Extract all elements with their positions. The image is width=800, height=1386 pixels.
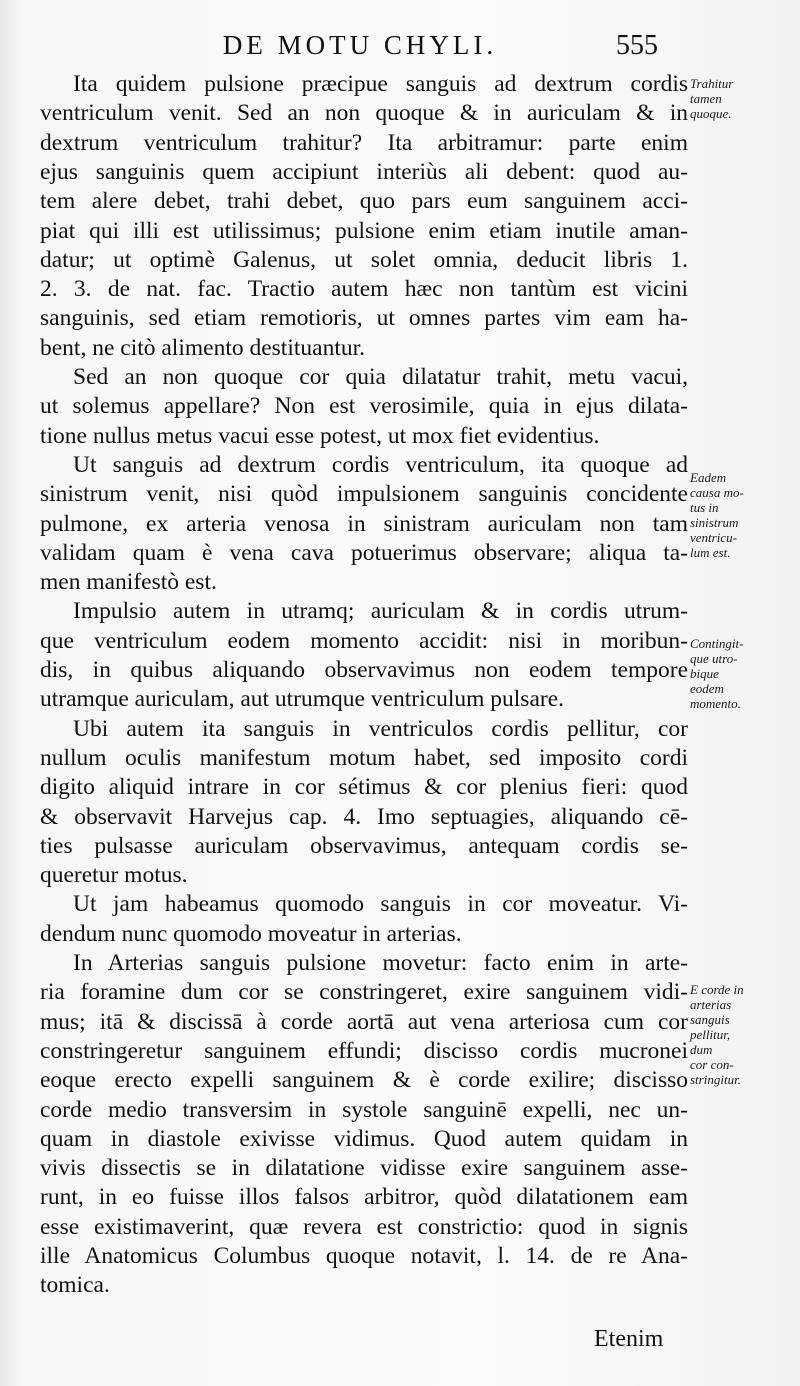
text-line: sanguinis, sed etiam remotioris, ut omnes partes vim eam ha- <box>40 305 688 332</box>
text-line: Sed an non quoque cor quia dilatatur trahit, metu vacui, <box>73 364 688 390</box>
text-line: que ventriculum eodem momento accidit: nisi in moribun- <box>40 627 688 654</box>
margin-note-line: stringitur. <box>690 1072 741 1087</box>
catchword: Etenim <box>594 1326 664 1352</box>
margin-note <box>690 470 798 560</box>
margin-note-line: que utro- <box>690 651 738 666</box>
text-line: ille Anatomicus Columbus quoque notavit, l. 14. de re Ana- <box>40 1243 688 1269</box>
text-line: & observavit Harvejus cap. 4. Imo septuagies, aliquando cē- <box>40 803 688 830</box>
text-line: utramque auriculam, aut utrumque ventriculum pulsare. <box>40 686 565 713</box>
text-line: Ita quidem pulsione præcipue sanguis ad dextrum cordis <box>73 71 688 97</box>
margin-note-line: tamen <box>690 91 722 106</box>
text-line: ejus sanguinis quem accipiunt interiùs ali debent: quod au- <box>40 158 688 185</box>
text-line: vivis dissectis se in dilatatione vidisse exire sanguinem asse- <box>40 1155 688 1182</box>
text-line: Ut jam habeamus quomodo sanguis in cor moveatur. Vi- <box>73 891 688 918</box>
text-line: quam in diastole exivisse vidimus. Quod autem quidam in <box>40 1125 688 1152</box>
text-line: Ubi autem ita sanguis in ventriculos cordis pellitur, cor <box>73 715 688 742</box>
text-line: tomica. <box>40 1272 110 1299</box>
text-line: dendum nunc quomodo moveatur in arterias. <box>40 920 462 947</box>
text-line: 2. 3. de nat. fac. Tractio autem hæc non tantùm est vicini <box>40 276 688 303</box>
text-line: ventriculum venit. Sed an non quoque & in auriculam & in <box>40 100 688 127</box>
text-line: dis, in quibus aliquando observavimus non eodem tempore <box>40 657 688 683</box>
text-line: ties pulsasse auriculam observavimus, antequam cordis se- <box>40 832 688 859</box>
margin-note-line: ventricu- <box>690 530 737 545</box>
page-number: 555 <box>616 30 658 61</box>
margin-note-line: arterias <box>690 997 732 1012</box>
margin-note-line: bique <box>690 666 719 681</box>
text-line: ut solemus appellare? Non est verosimile, quia in ejus dilata- <box>40 393 688 420</box>
text-line: pulmone, ex arteria venosa in sinistram auriculam non tam <box>40 510 688 537</box>
text-line: eoque erecto expelli sanguinem & è corde exilire; discisso <box>40 1067 688 1094</box>
margin-note-line: tus in <box>690 500 719 515</box>
text-line: piat qui illi est utilissimus; pulsione enim etiam inutile aman- <box>40 217 688 244</box>
text-line: Ut sanguis ad dextrum cordis ventriculum, ita quoque ad <box>73 451 688 478</box>
text-line: men manifestò est. <box>40 569 217 596</box>
margin-note-line: pellitur, <box>690 1027 731 1042</box>
margin-note-line: dum <box>690 1042 713 1057</box>
text-line: corde medio transversim in systole sanguinē expelli, nec un- <box>40 1096 688 1123</box>
margin-note-line: Eadem <box>690 470 727 485</box>
text-line: bent, ne citò alimento destituantur. <box>40 334 366 361</box>
margin-note-line: lum est. <box>690 545 731 560</box>
margin-note-line: Contingit- <box>690 636 744 651</box>
text-line: esse existimaverint, quæ revera est constrictio: quod in signis <box>40 1213 688 1240</box>
margin-note <box>690 636 798 711</box>
text-line: Impulsio autem in utramq; auriculam & in cordis utrum- <box>73 598 688 625</box>
margin-note-line: sinistrum <box>690 515 739 530</box>
margin-note-line: quoque. <box>690 106 732 121</box>
margin-note-line: eodem <box>690 681 724 696</box>
text-line: sinistrum venit, nisi quòd impulsionem sanguinis concidente <box>40 481 688 508</box>
text-line: queretur motus. <box>40 862 188 889</box>
running-title: DE MOTU CHYLI. <box>222 30 498 60</box>
text-line: mus; itā & discissā à corde aortā aut vena arteriosa cum cor <box>40 1008 688 1035</box>
margin-note <box>690 982 798 1087</box>
text-line: validam quam è vena cava potuerimus observare; aliqua ta- <box>40 539 688 566</box>
text-line: nullum oculis manifestum motum habet, sed imposito cordi <box>40 744 688 771</box>
margin-note-line: causa mo- <box>690 485 744 500</box>
text-line: tione nullus metus vacui esse potest, ut mox fiet evidentius. <box>40 422 600 449</box>
text-line: digito aliquid intrare in cor sétimus & cor plenius fieri: quod <box>40 774 688 801</box>
text-line: In Arterias sanguis pulsione movetur: facto enim in arte- <box>73 950 688 976</box>
text-line: dextrum ventriculum trahitur? Ita arbitramur: parte enim <box>40 129 688 156</box>
margin-note-line: momento. <box>690 696 741 711</box>
text-line: ria foramine dum cor se constringeret, exire sanguinem vidi- <box>40 979 688 1006</box>
margin-note-line: E corde in <box>690 982 744 997</box>
margin-note-line: sanguis <box>690 1012 730 1027</box>
text-line: datur; ut optimè Galenus, ut solet omnia, deducit libris 1. <box>40 246 688 273</box>
text-line: runt, in eo fuisse illos falsos arbitror, quòd dilatationem eam <box>40 1184 688 1211</box>
margin-note-line: cor con- <box>690 1057 734 1072</box>
margin-note-line: Trahitur <box>690 76 734 91</box>
margin-note <box>690 76 798 121</box>
text-line: tem alere debet, trahi debet, quo pars eum sanguinem acci- <box>40 188 688 215</box>
text-line: constringeretur sanguinem effundi; discisso cordis mucronei <box>40 1037 688 1064</box>
